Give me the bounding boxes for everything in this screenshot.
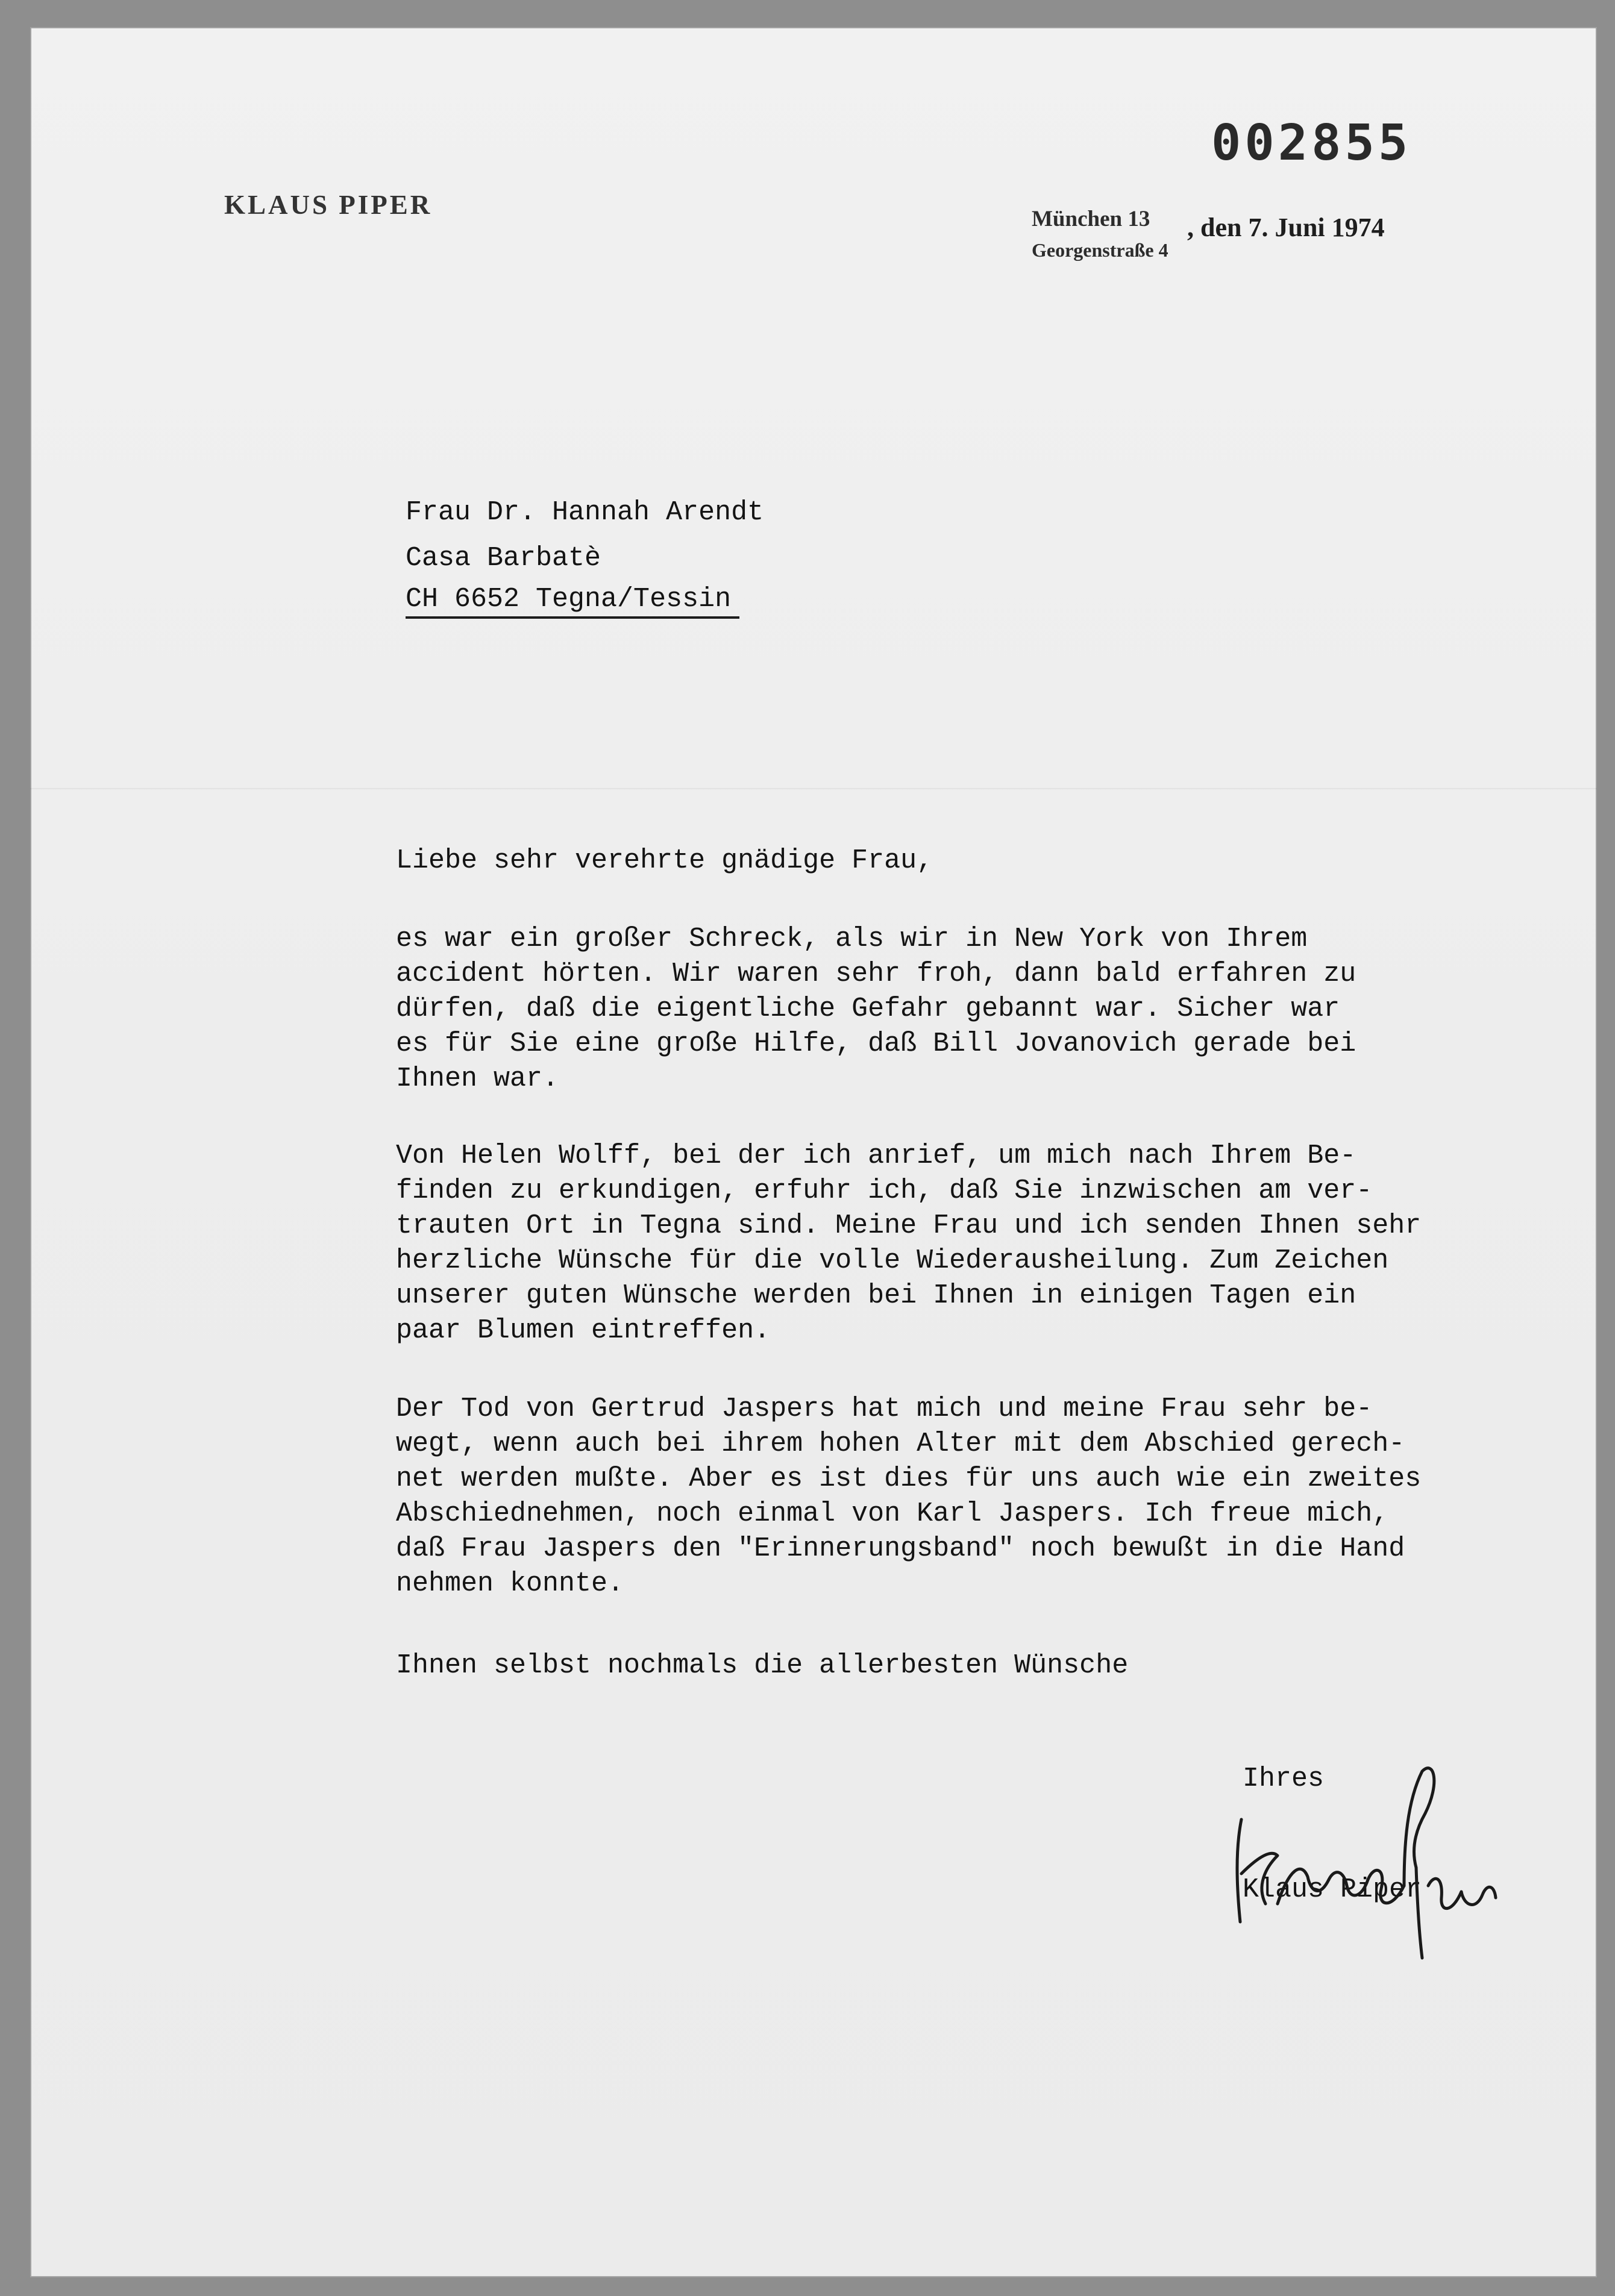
paragraph-2 <box>396 1139 1421 1348</box>
recipient-name: Frau Dr. Hannah Arendt <box>406 497 764 528</box>
paragraph-line: es für Sie eine große Hilfe, daß Bill Jovanovich gerade bei <box>396 1028 1356 1059</box>
paragraph-line: dürfen, daß die eigentliche Gefahr gebannt war. Sicher war <box>396 993 1340 1024</box>
paragraph-line: Ihnen war. <box>396 1063 559 1094</box>
letter-date: , den 7. Juni 1974 <box>1187 213 1385 242</box>
closing-line: Ihnen selbst nochmals die allerbesten Wünsche <box>396 1650 1129 1681</box>
paragraph-1 <box>396 922 1356 1096</box>
paragraph-line: wegt, wenn auch bei ihrem hohen Alter mit dem Abschied gerech- <box>396 1428 1405 1459</box>
paragraph-line: finden zu erkundigen, erfuhr ich, daß Sie inzwischen am ver- <box>396 1175 1373 1206</box>
recipient-house: Casa Barbatè <box>406 543 601 574</box>
paragraph-line: Der Tod von Gertrud Jaspers hat mich und meine Frau sehr be- <box>396 1394 1373 1424</box>
paragraph-line: Abschiednehmen, noch einmal von Karl Jaspers. Ich freue mich, <box>396 1498 1389 1529</box>
paragraph-line: trauten Ort in Tegna sind. Meine Frau und ich senden Ihnen sehr <box>396 1210 1422 1241</box>
paragraph-line: accident hörten. Wir waren sehr froh, dann bald erfahren zu <box>396 959 1356 989</box>
serial-number: 002855 <box>1211 114 1412 172</box>
paragraph-line: herzliche Wünsche für die volle Wiederausheilung. Zum Zeichen <box>396 1245 1389 1276</box>
letterhead-name: KLAUS PIPER <box>224 190 433 220</box>
paragraph-line: daß Frau Jaspers den "Erinnerungsband" noch bewußt in die Hand <box>396 1533 1405 1564</box>
paragraph-line: es war ein großer Schreck, als wir in New York von Ihrem <box>396 924 1308 954</box>
paragraph-line: net werden mußte. Aber es ist dies für uns auch wie ein zweites <box>396 1463 1422 1494</box>
handwritten-signature <box>1223 1747 1507 1964</box>
sender-place: München 13 <box>1032 207 1150 231</box>
signer-name: Klaus Piper <box>1243 1874 1422 1905</box>
paragraph-line: Von Helen Wolff, bei der ich anrief, um mich nach Ihrem Be- <box>396 1140 1356 1171</box>
paragraph-3 <box>396 1392 1421 1601</box>
recipient-city-underlined: CH 6652 Tegna/Tessin <box>406 584 739 619</box>
sender-street: Georgenstraße 4 <box>1032 239 1168 261</box>
paragraph-line: nehmen konnte. <box>396 1568 624 1599</box>
recipient-city <box>406 582 739 617</box>
salutation: Liebe sehr verehrte gnädige Frau, <box>396 845 933 876</box>
valediction: Ihres <box>1243 1763 1325 1794</box>
paragraph-line: paar Blumen eintreffen. <box>396 1315 771 1346</box>
paper-fold-line <box>30 788 1597 790</box>
paragraph-line: unserer guten Wünsche werden bei Ihnen in einigen Tagen ein <box>396 1280 1356 1311</box>
